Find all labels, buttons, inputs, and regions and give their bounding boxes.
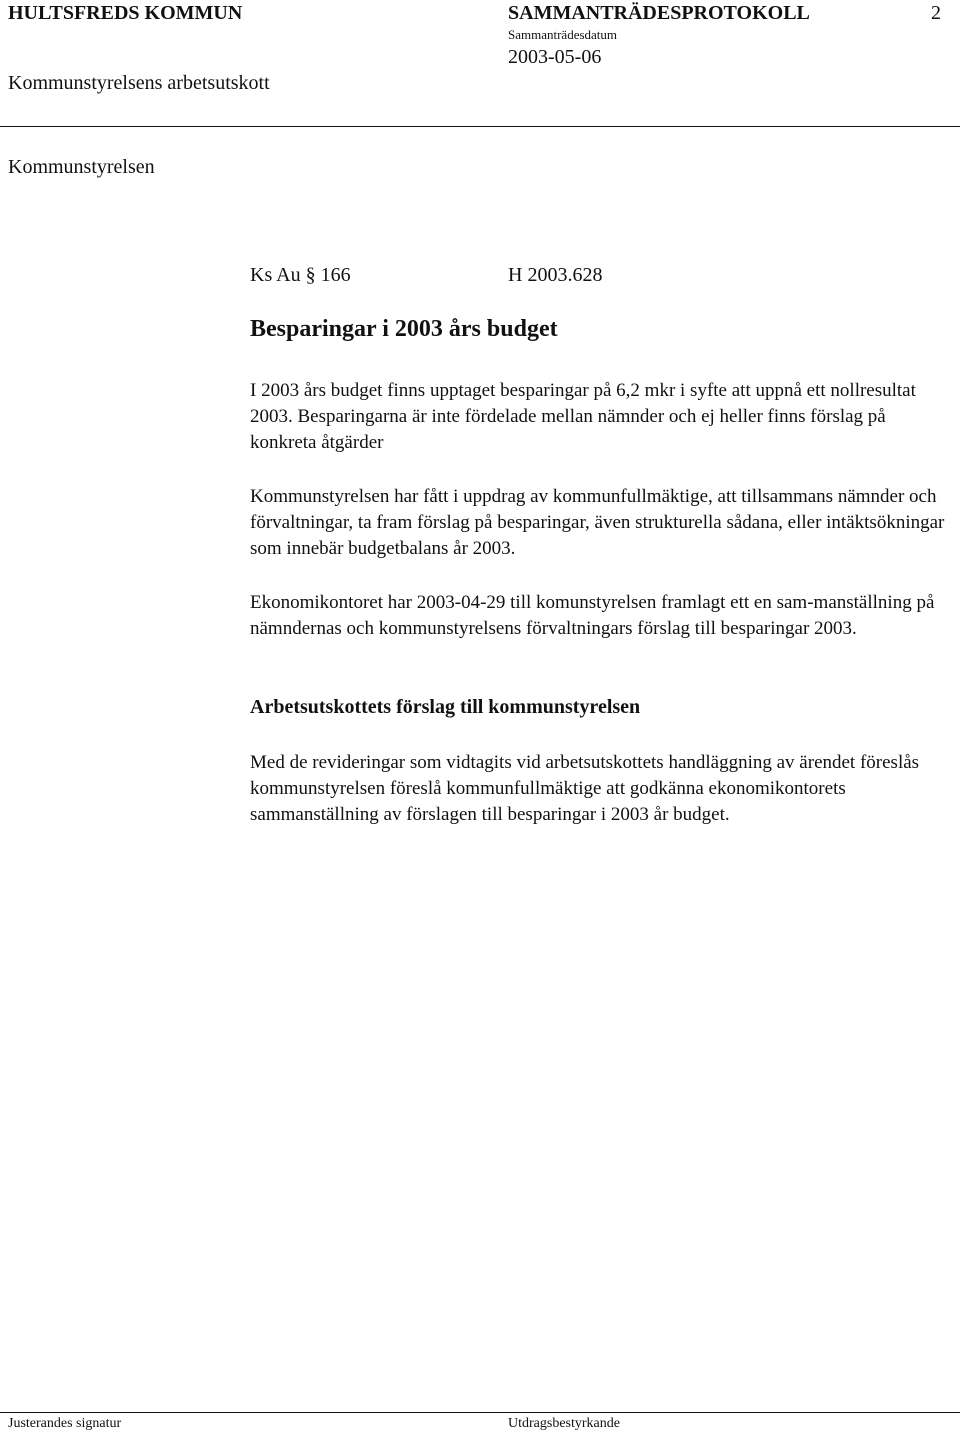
meeting-date: 2003-05-06 bbox=[508, 46, 602, 68]
proposal-text: Med de revideringar som vidtagits vid arbetsutskottets handläggning av ärendet föreslås kommunstyrelsen föreslå kommunfullmäktige att godkänna ekonomikontorets sammanställning av förslagen till besparingar i 2003 år budget. bbox=[250, 752, 920, 825]
meeting-date-label: Sammanträdesdatum bbox=[508, 27, 618, 42]
committee-name: Kommunstyrelsens arbetsutskott bbox=[8, 72, 270, 94]
document-type: SAMMANTRÄDESPROTOKOLL bbox=[508, 2, 810, 24]
signature-label: Justerandes signatur bbox=[8, 1416, 122, 1431]
file-reference: H 2003.628 bbox=[508, 264, 603, 286]
case-title: Besparingar i 2003 års budget bbox=[250, 316, 558, 342]
page-number: 2 bbox=[931, 2, 941, 24]
recipient-body: Kommunstyrelsen bbox=[8, 156, 155, 178]
proposal-heading: Arbetsutskottets förslag till kommunstyrelsen bbox=[250, 696, 641, 718]
body-paragraph-1: I 2003 års budget finns upptaget besparingar på 6,2 mkr i syfte att uppnå ett nollresultat 2003. Besparingarna är inte fördelade mellan nämnder och ej heller finns förslag på konkreta åtgärder bbox=[250, 380, 916, 453]
body-paragraph-2: Kommunstyrelsen har fått i uppdrag av kommunfullmäktige, att tillsammans nämnder och förvaltningar, ta fram förslag på besparingar, även strukturella sådana, eller intäktsökningar som innebär budgetbalans år 2003. bbox=[250, 486, 945, 559]
footer-divider bbox=[0, 1412, 960, 1413]
extract-label: Utdragsbestyrkande bbox=[508, 1416, 620, 1431]
paragraph-reference: Ks Au § 166 bbox=[250, 264, 351, 286]
header-divider bbox=[0, 126, 960, 127]
body-paragraph-3: Ekonomikontoret har 2003-04-29 till komunstyrelsen framlagt ett en sam-manställning på nämndernas och kommunstyrelsens förvaltningars förslag till besparingar 2003. bbox=[250, 592, 935, 639]
organization-name: HULTSFREDS KOMMUN bbox=[8, 2, 243, 24]
